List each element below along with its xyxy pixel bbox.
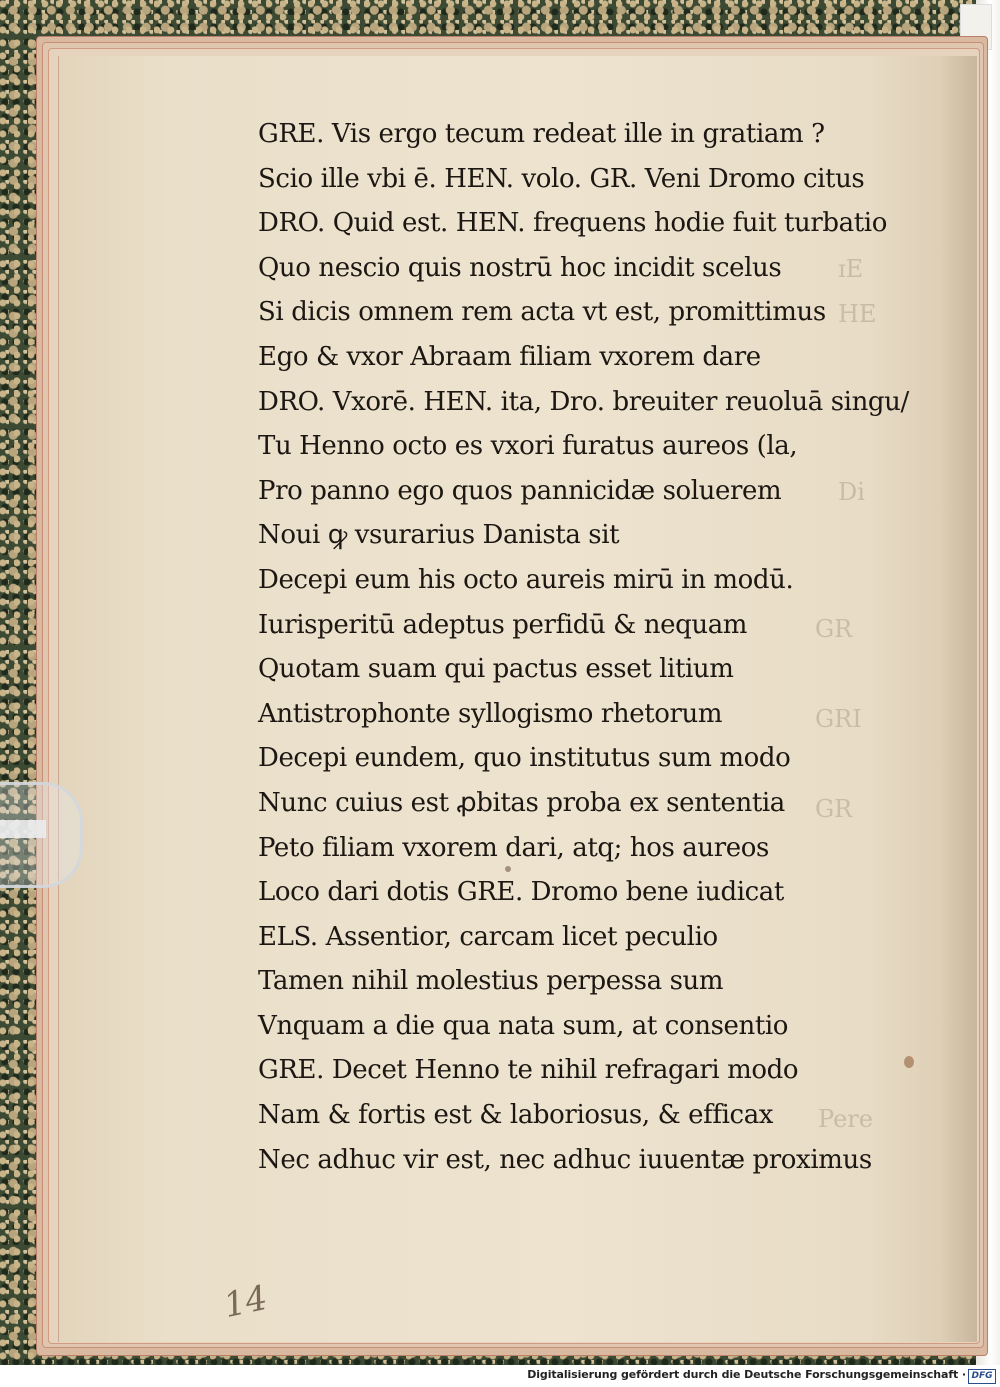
ink-stain <box>904 1056 914 1068</box>
text-line: Quo nescio quis nostrū hoc incidit scelus <box>258 252 782 283</box>
text-line: DRO. Quid est. HEN. frequens hodie fuit turbatio <box>258 208 887 239</box>
handwritten-folio-mark: 14 <box>220 1277 271 1327</box>
text-line: Ego & vxor Abraam filiam vxorem dare <box>258 341 761 372</box>
text-line: Nam & fortis est & laboriosus, & efficax <box>258 1100 774 1131</box>
dfg-logo-icon: DFG <box>968 1369 996 1384</box>
show-through-text: HE <box>838 300 877 328</box>
text-line: Decepi eundem, quo institutus sum modo <box>258 743 791 774</box>
text-line: Antistrophonte syllogismo rhetorum <box>258 698 723 729</box>
footer-bar <box>0 1365 1000 1387</box>
footer-credit: Digitalisierung gefördert durch die Deutsche Forschungsgemeinschaft · <box>527 1368 966 1381</box>
page-gutter-shadow <box>939 56 977 1342</box>
show-through-text: GRI <box>815 705 862 733</box>
text-line: Decepi eum his octo aureis mirū in modū. <box>258 564 794 595</box>
text-line: DRO. Vxorē. HEN. ita, Dro. breuiter reuoluā singu/ <box>258 386 909 417</box>
text-line: Tamen nihil molestius perpessa sum <box>258 966 724 997</box>
text-line: GRE. Vis ergo tecum redeat ille in gratiam ? <box>258 119 825 149</box>
text-line: Vnquam a die qua nata sum, at consentio <box>258 1010 789 1041</box>
text-line: Noui ꝙ vsurarius Danista sit <box>258 520 620 551</box>
text-line: Scio ille vbi ē. HEN. volo. GR. Veni Dromo citus <box>258 163 865 194</box>
text-line: Quotam suam qui pactus esset litium <box>258 654 734 685</box>
text-line: Pro panno ego quos pannicidæ soluerem <box>258 475 782 506</box>
show-through-text: ɪE <box>838 255 864 283</box>
ribbon-band <box>0 820 46 838</box>
text-line: Nunc cuius est ꝓbitas proba ex sententia <box>258 787 785 818</box>
text-line: Tu Henno octo es vxori furatus aureos (la, <box>258 431 798 462</box>
text-line: Iurisperitū adeptus perfidū & nequam <box>258 609 748 640</box>
text-line: Nec adhuc vir est, nec adhuc iuuentæ proximus <box>258 1144 872 1175</box>
show-through-text: GR <box>815 795 853 823</box>
text-line: GRE. Decet Henno te nihil refragari modo <box>258 1055 799 1086</box>
text-line: Si dicis omnem rem acta vt est, promittimus <box>258 297 826 328</box>
text-block <box>258 112 909 1182</box>
show-through-text: Di <box>838 478 865 506</box>
text-line: Peto filiam vxorem dari, atq; hos aureos <box>258 832 769 863</box>
show-through-text: GR <box>815 615 853 643</box>
text-line: ELS. Assentior, carcam licet peculio <box>258 921 718 952</box>
text-line: Loco dari dotis GRE. Dromo bene iudicat <box>258 877 784 908</box>
show-through-text: Pere <box>818 1105 873 1133</box>
